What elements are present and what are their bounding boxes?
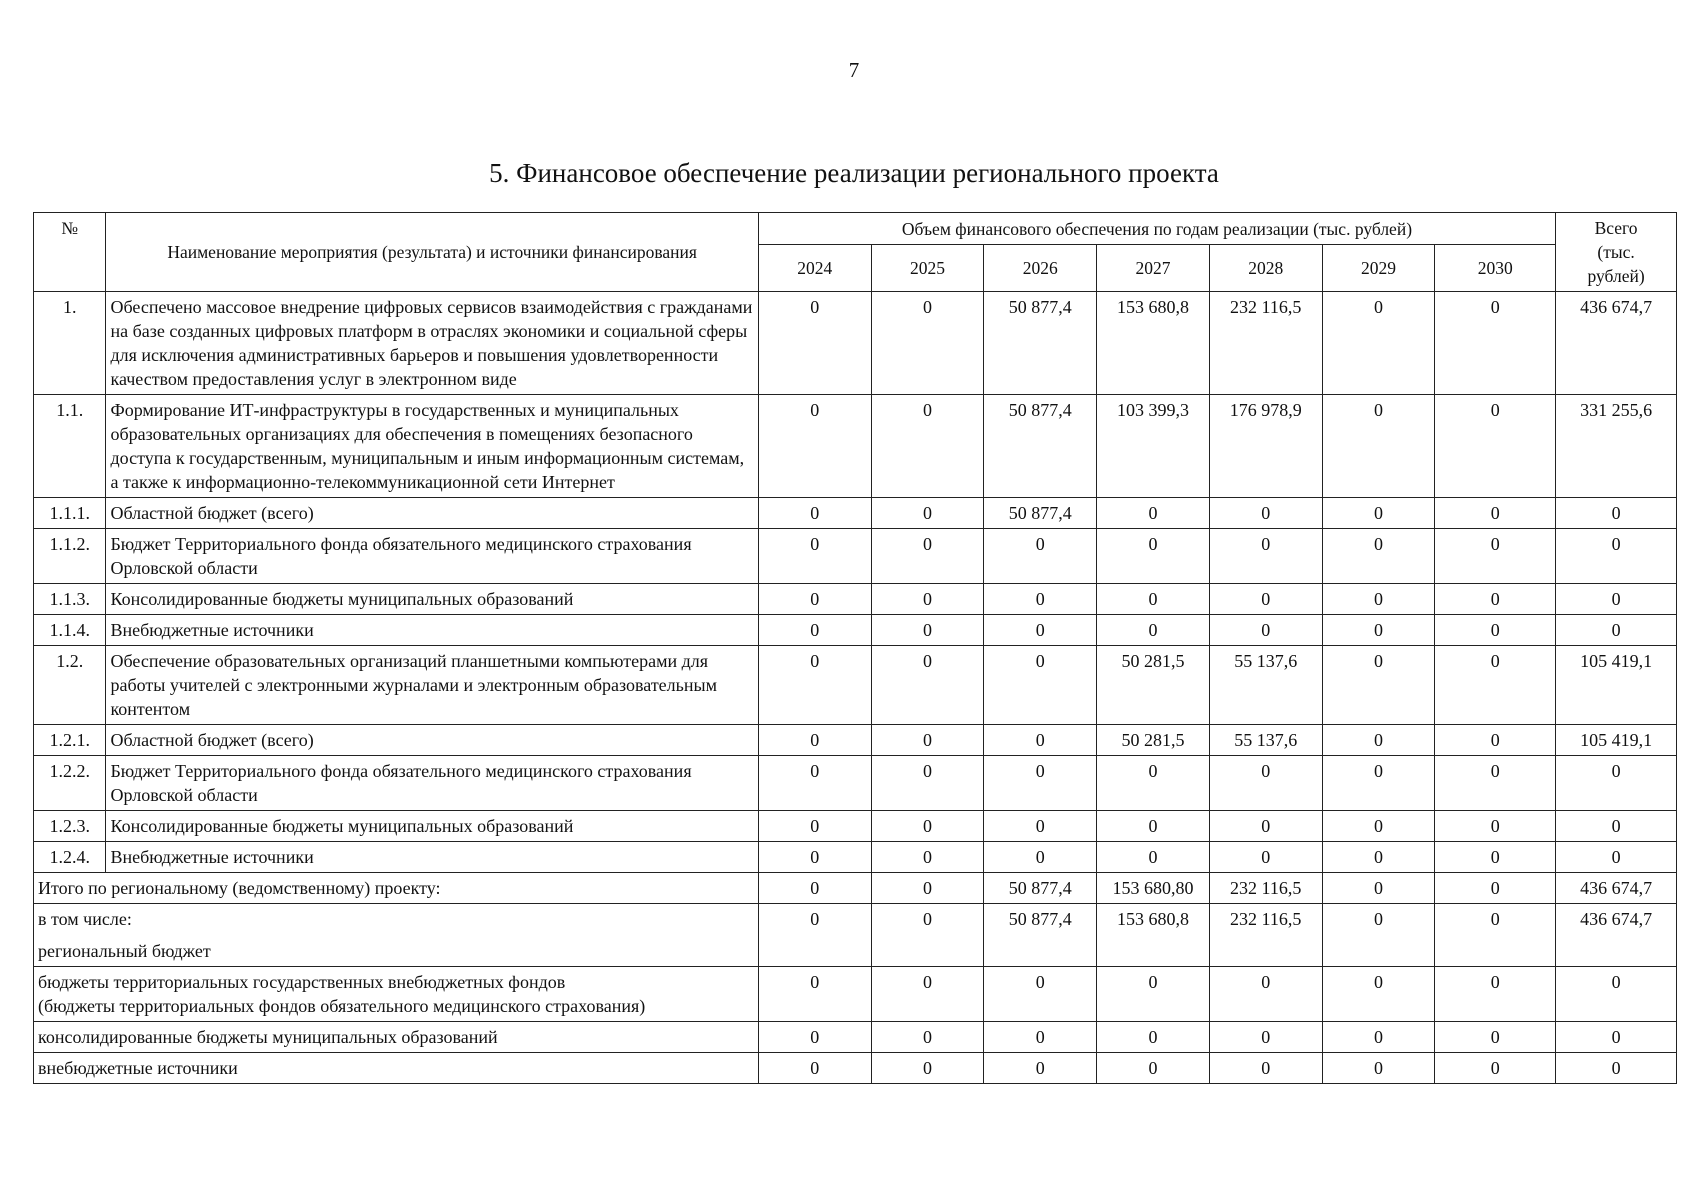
breakdown-value: 0: [758, 967, 871, 1022]
row-total: 0: [1556, 842, 1677, 873]
table-row: [34, 646, 1677, 725]
row-value: 0: [984, 756, 1097, 811]
breakdown-value: 0: [984, 1022, 1097, 1053]
row-number: 1.1.1.: [34, 498, 106, 529]
row-value: 103 399,3: [1097, 395, 1210, 498]
table-row: [34, 292, 1677, 395]
header-number: №: [34, 213, 106, 292]
row-number: 1.2.1.: [34, 725, 106, 756]
row-value: 0: [758, 646, 871, 725]
row-value: 0: [1322, 811, 1435, 842]
row-value: 0: [984, 811, 1097, 842]
row-value: 0: [1322, 529, 1435, 584]
row-name: Внебюджетные источники: [106, 615, 758, 646]
row-value: 0: [871, 756, 984, 811]
table-row: [34, 811, 1677, 842]
breakdown-row: [34, 904, 1677, 967]
breakdown-row: [34, 1053, 1677, 1084]
row-name: Консолидированные бюджеты муниципальных образований: [106, 584, 758, 615]
table-row: [34, 529, 1677, 584]
row-value: 0: [1209, 529, 1322, 584]
breakdown-label-line2: региональный бюджет: [38, 941, 211, 961]
row-value: 0: [758, 811, 871, 842]
row-value: 0: [1322, 395, 1435, 498]
table-row: [34, 725, 1677, 756]
row-value: 0: [1209, 615, 1322, 646]
row-value: 0: [1097, 756, 1210, 811]
row-value: 0: [1097, 615, 1210, 646]
breakdown-value: 0: [871, 904, 984, 967]
header-year: 2030: [1435, 245, 1556, 292]
breakdown-value: 0: [871, 1053, 984, 1084]
row-value: 50 281,5: [1097, 646, 1210, 725]
row-value: 0: [871, 842, 984, 873]
row-value: 0: [871, 811, 984, 842]
header-year: 2029: [1322, 245, 1435, 292]
row-value: 0: [871, 725, 984, 756]
row-value: 176 978,9: [1209, 395, 1322, 498]
table-row: [34, 756, 1677, 811]
table-row: [34, 584, 1677, 615]
row-number: 1.1.4.: [34, 615, 106, 646]
header-year: 2024: [758, 245, 871, 292]
row-value: 50 877,4: [984, 292, 1097, 395]
breakdown-value: 0: [1097, 1022, 1210, 1053]
totals-value: 0: [871, 873, 984, 904]
breakdown-value: 0: [1322, 967, 1435, 1022]
row-value: 50 877,4: [984, 498, 1097, 529]
row-name: Областной бюджет (всего): [106, 498, 758, 529]
row-value: 0: [1435, 725, 1556, 756]
breakdown-total: 0: [1556, 1053, 1677, 1084]
breakdown-value: 0: [871, 967, 984, 1022]
row-value: 55 137,6: [1209, 725, 1322, 756]
row-value: 0: [1209, 756, 1322, 811]
row-value: 0: [1435, 646, 1556, 725]
row-number: 1.2.: [34, 646, 106, 725]
breakdown-label-line1: бюджеты территориальных государственных внебюджетных фондов: [38, 972, 566, 992]
row-total: 0: [1556, 584, 1677, 615]
row-name: Областной бюджет (всего): [106, 725, 758, 756]
breakdown-label: [34, 1053, 759, 1084]
header-name: Наименование мероприятия (результата) и источники финансирования: [106, 213, 758, 292]
section-title: 5. Финансовое обеспечение реализации регионального проекта: [489, 158, 1219, 188]
row-value: 50 877,4: [984, 395, 1097, 498]
breakdown-value: 50 877,4: [984, 904, 1097, 967]
row-value: 0: [984, 842, 1097, 873]
header-year: 2027: [1097, 245, 1210, 292]
row-value: 0: [1209, 811, 1322, 842]
row-value: 0: [984, 584, 1097, 615]
breakdown-value: 0: [758, 904, 871, 967]
row-value: 0: [871, 584, 984, 615]
row-value: 0: [1209, 842, 1322, 873]
breakdown-total: 0: [1556, 967, 1677, 1022]
page-number: 7: [848, 58, 860, 82]
row-value: 55 137,6: [1209, 646, 1322, 725]
breakdown-label: [34, 967, 759, 1022]
row-value: 0: [871, 646, 984, 725]
row-number: 1.1.: [34, 395, 106, 498]
totals-value: 0: [1322, 873, 1435, 904]
row-name: Бюджет Территориального фонда обязательного медицинского страхования Орловской области: [106, 529, 758, 584]
row-value: 232 116,5: [1209, 292, 1322, 395]
row-value: 0: [1322, 842, 1435, 873]
row-total: 105 419,1: [1556, 725, 1677, 756]
row-value: 0: [871, 395, 984, 498]
row-value: 0: [1322, 584, 1435, 615]
row-value: 0: [758, 292, 871, 395]
row-total: 0: [1556, 529, 1677, 584]
row-value: 0: [1322, 292, 1435, 395]
table-row: [34, 498, 1677, 529]
row-value: 0: [1097, 842, 1210, 873]
breakdown-value: 0: [984, 967, 1097, 1022]
row-name: Обеспечено массовое внедрение цифровых сервисов взаимодействия с гражданами на базе созданных цифровых платформ в отраслях экономики и социальной сферы для исключения административных барьеров и повышения удовлетворенности качеством предоставления услуг в электронном виде: [106, 292, 758, 395]
row-number: 1.: [34, 292, 106, 395]
row-value: 0: [1435, 292, 1556, 395]
row-value: 0: [1097, 529, 1210, 584]
breakdown-row: [34, 1022, 1677, 1053]
breakdown-label-line1: в том числе:: [38, 909, 132, 929]
breakdown-value: 0: [1322, 904, 1435, 967]
row-total: 0: [1556, 811, 1677, 842]
totals-value: 232 116,5: [1209, 873, 1322, 904]
row-value: 0: [984, 529, 1097, 584]
table-row: [34, 395, 1677, 498]
breakdown-value: 0: [1097, 967, 1210, 1022]
row-total: 0: [1556, 756, 1677, 811]
totals-label: Итого по региональному (ведомственному) проекту:: [34, 873, 759, 904]
breakdown-value: 0: [1435, 1053, 1556, 1084]
row-name: Внебюджетные источники: [106, 842, 758, 873]
breakdown-value: 153 680,8: [1097, 904, 1210, 967]
row-total: 331 255,6: [1556, 395, 1677, 498]
row-value: 0: [871, 498, 984, 529]
header-year: 2026: [984, 245, 1097, 292]
row-value: 0: [1435, 615, 1556, 646]
breakdown-value: 0: [984, 1053, 1097, 1084]
breakdown-value: 0: [1209, 1053, 1322, 1084]
row-value: 0: [1435, 811, 1556, 842]
breakdown-value: 0: [758, 1022, 871, 1053]
row-value: 0: [1209, 498, 1322, 529]
breakdown-value: 0: [1209, 1022, 1322, 1053]
row-value: 0: [1097, 498, 1210, 529]
row-name: Консолидированные бюджеты муниципальных образований: [106, 811, 758, 842]
table-row: [34, 842, 1677, 873]
totals-value: 0: [758, 873, 871, 904]
row-number: 1.1.3.: [34, 584, 106, 615]
row-value: 0: [1097, 584, 1210, 615]
row-value: 0: [758, 584, 871, 615]
header-total-line2: (тыс.: [1597, 242, 1635, 262]
breakdown-label: [34, 1022, 759, 1053]
breakdown-value: 0: [1435, 904, 1556, 967]
row-value: 0: [758, 756, 871, 811]
header-total-line3: рублей): [1587, 266, 1645, 286]
header-year: 2025: [871, 245, 984, 292]
table-row: [34, 615, 1677, 646]
totals-value: 50 877,4: [984, 873, 1097, 904]
breakdown-value: 0: [871, 1022, 984, 1053]
row-total: 436 674,7: [1556, 292, 1677, 395]
row-value: 0: [984, 725, 1097, 756]
breakdown-value: 0: [1097, 1053, 1210, 1084]
row-value: 0: [1322, 725, 1435, 756]
row-name: Формирование ИТ-инфраструктуры в государственных и муниципальных образовательных организациях для обеспечения в помещениях безопасного доступа к государственным, муниципальным и иным информационным системам, а также к информационно-телекоммуникационной сети Интернет: [106, 395, 758, 498]
row-value: 153 680,8: [1097, 292, 1210, 395]
row-value: 0: [758, 615, 871, 646]
row-value: 50 281,5: [1097, 725, 1210, 756]
row-total: 0: [1556, 615, 1677, 646]
breakdown-value: 0: [1322, 1053, 1435, 1084]
breakdown-value: 0: [1209, 967, 1322, 1022]
row-number: 1.1.2.: [34, 529, 106, 584]
financing-table: [33, 212, 1677, 1084]
breakdown-value: 0: [1435, 1022, 1556, 1053]
totals-value: 0: [1435, 873, 1556, 904]
breakdown-label: [34, 904, 759, 967]
row-value: 0: [871, 292, 984, 395]
breakdown-label-line2: (бюджеты территориальных фондов обязательного медицинского страхования): [38, 996, 646, 1016]
row-value: 0: [758, 725, 871, 756]
header-year: 2028: [1209, 245, 1322, 292]
totals-value: 153 680,80: [1097, 873, 1210, 904]
breakdown-value: 0: [758, 1053, 871, 1084]
row-value: 0: [984, 646, 1097, 725]
row-value: 0: [1435, 756, 1556, 811]
breakdown-label-line1: консолидированные бюджеты муниципальных образований: [38, 1027, 498, 1047]
row-number: 1.2.2.: [34, 756, 106, 811]
row-value: 0: [1322, 615, 1435, 646]
row-value: 0: [871, 529, 984, 584]
breakdown-row: [34, 967, 1677, 1022]
row-value: 0: [758, 498, 871, 529]
header-total: [1556, 213, 1677, 292]
row-value: 0: [1435, 842, 1556, 873]
row-name: Обеспечение образовательных организаций планшетными компьютерами для работы учителей с электронными журналами и электронным образовательным контентом: [106, 646, 758, 725]
breakdown-label-line1: внебюджетные источники: [38, 1058, 238, 1078]
header-volume: Объем финансового обеспечения по годам реализации (тыс. рублей): [758, 213, 1555, 245]
totals-total: 436 674,7: [1556, 873, 1677, 904]
breakdown-value: 0: [1435, 967, 1556, 1022]
breakdown-value: 232 116,5: [1209, 904, 1322, 967]
totals-row: [34, 873, 1677, 904]
header-total-line1: Всего: [1594, 218, 1638, 238]
row-name: Бюджет Территориального фонда обязательного медицинского страхования Орловской области: [106, 756, 758, 811]
row-number: 1.2.4.: [34, 842, 106, 873]
row-value: 0: [1435, 529, 1556, 584]
row-value: 0: [1435, 395, 1556, 498]
row-value: 0: [871, 615, 984, 646]
row-value: 0: [1322, 646, 1435, 725]
row-value: 0: [984, 615, 1097, 646]
row-value: 0: [1097, 811, 1210, 842]
row-value: 0: [1322, 756, 1435, 811]
row-number: 1.2.3.: [34, 811, 106, 842]
row-value: 0: [758, 529, 871, 584]
breakdown-value: 0: [1322, 1022, 1435, 1053]
row-value: 0: [1435, 498, 1556, 529]
row-value: 0: [1322, 498, 1435, 529]
breakdown-total: 436 674,7: [1556, 904, 1677, 967]
row-total: 105 419,1: [1556, 646, 1677, 725]
row-value: 0: [1209, 584, 1322, 615]
row-value: 0: [1435, 584, 1556, 615]
row-value: 0: [758, 842, 871, 873]
row-total: 0: [1556, 498, 1677, 529]
breakdown-total: 0: [1556, 1022, 1677, 1053]
row-value: 0: [758, 395, 871, 498]
